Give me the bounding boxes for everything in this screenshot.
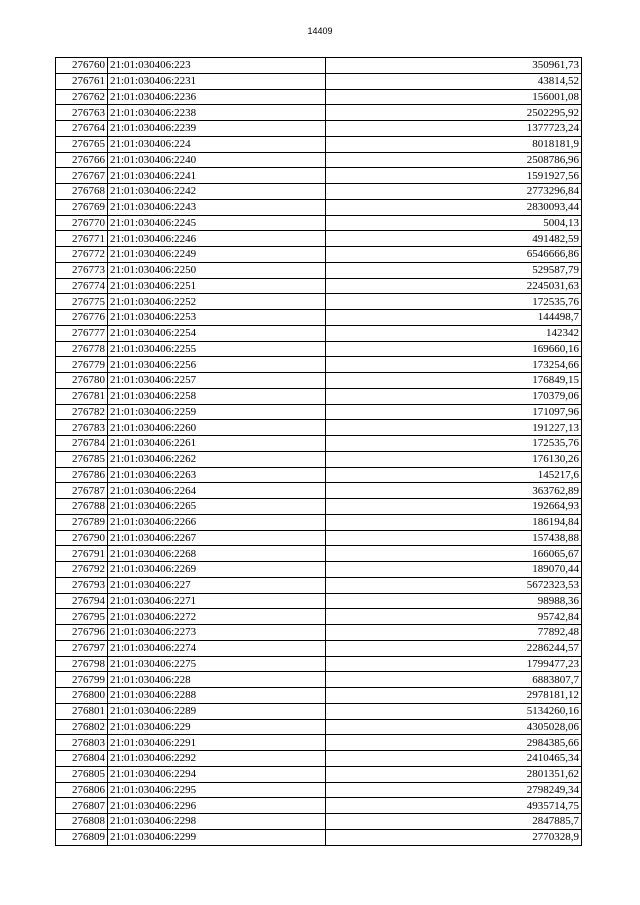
table-row bbox=[56, 451, 582, 467]
cadastral-number-cell: 21:01:030406:2249 bbox=[108, 247, 326, 263]
cadastral-value-cell: 98988,36 bbox=[326, 593, 582, 609]
cadastral-number-cell: 21:01:030406:2275 bbox=[108, 656, 326, 672]
row-number-cell: 276763 bbox=[56, 105, 108, 121]
cadastral-number-cell: 21:01:030406:2295 bbox=[108, 782, 326, 798]
table-row bbox=[56, 278, 582, 294]
cadastral-number-cell: 21:01:030406:2296 bbox=[108, 798, 326, 814]
row-number-cell: 276790 bbox=[56, 530, 108, 546]
table-row bbox=[56, 467, 582, 483]
cadastral-value-cell: 529587,79 bbox=[326, 262, 582, 278]
row-number-cell: 276785 bbox=[56, 451, 108, 467]
cadastral-number-cell: 21:01:030406:2292 bbox=[108, 751, 326, 767]
row-number-cell: 276760 bbox=[56, 58, 108, 74]
cadastral-value-cell: 2245031,63 bbox=[326, 278, 582, 294]
row-number-cell: 276801 bbox=[56, 703, 108, 719]
row-number-cell: 276769 bbox=[56, 199, 108, 215]
cadastral-value-cell: 191227,13 bbox=[326, 420, 582, 436]
cadastral-number-cell: 21:01:030406:2254 bbox=[108, 325, 326, 341]
table-row bbox=[56, 310, 582, 326]
cadastral-value-cell: 2830093,44 bbox=[326, 199, 582, 215]
table-row bbox=[56, 73, 582, 89]
cadastral-value-cell: 4305028,06 bbox=[326, 719, 582, 735]
row-number-cell: 276770 bbox=[56, 215, 108, 231]
page-number: 14409 bbox=[307, 26, 333, 36]
cadastral-number-cell: 21:01:030406:2257 bbox=[108, 373, 326, 389]
table-row bbox=[56, 373, 582, 389]
cadastral-number-cell: 21:01:030406:2245 bbox=[108, 215, 326, 231]
row-number-cell: 276787 bbox=[56, 483, 108, 499]
row-number-cell: 276773 bbox=[56, 262, 108, 278]
table-row bbox=[56, 215, 582, 231]
row-number-cell: 276808 bbox=[56, 814, 108, 830]
cadastral-number-cell: 21:01:030406:228 bbox=[108, 672, 326, 688]
cadastral-value-cell: 5672323,53 bbox=[326, 577, 582, 593]
row-number-cell: 276795 bbox=[56, 609, 108, 625]
cadastral-value-cell: 166065,67 bbox=[326, 546, 582, 562]
cadastral-number-cell: 21:01:030406:2298 bbox=[108, 814, 326, 830]
table-row bbox=[56, 58, 582, 74]
cadastral-value-cell: 2773296,84 bbox=[326, 184, 582, 200]
cadastral-number-cell: 21:01:030406:2261 bbox=[108, 436, 326, 452]
table-row bbox=[56, 105, 582, 121]
cadastral-value-cell: 2978181,12 bbox=[326, 688, 582, 704]
registry-table-body bbox=[56, 58, 582, 846]
registry-table bbox=[55, 57, 582, 846]
cadastral-value-cell: 144498,7 bbox=[326, 310, 582, 326]
row-number-cell: 276766 bbox=[56, 152, 108, 168]
row-number-cell: 276762 bbox=[56, 89, 108, 105]
cadastral-number-cell: 21:01:030406:2299 bbox=[108, 829, 326, 845]
cadastral-value-cell: 172535,76 bbox=[326, 436, 582, 452]
table-row bbox=[56, 341, 582, 357]
cadastral-number-cell: 21:01:030406:2264 bbox=[108, 483, 326, 499]
table-row bbox=[56, 89, 582, 105]
row-number-cell: 276803 bbox=[56, 735, 108, 751]
cadastral-value-cell: 6546666,86 bbox=[326, 247, 582, 263]
table-row bbox=[56, 262, 582, 278]
cadastral-number-cell: 21:01:030406:2242 bbox=[108, 184, 326, 200]
cadastral-value-cell: 2798249,34 bbox=[326, 782, 582, 798]
cadastral-value-cell: 173254,66 bbox=[326, 357, 582, 373]
table-row bbox=[56, 152, 582, 168]
cadastral-value-cell: 491482,59 bbox=[326, 231, 582, 247]
row-number-cell: 276782 bbox=[56, 404, 108, 420]
cadastral-value-cell: 192664,93 bbox=[326, 499, 582, 515]
table-row bbox=[56, 483, 582, 499]
table-row bbox=[56, 735, 582, 751]
cadastral-number-cell: 21:01:030406:2267 bbox=[108, 530, 326, 546]
row-number-cell: 276806 bbox=[56, 782, 108, 798]
table-row bbox=[56, 798, 582, 814]
cadastral-value-cell: 2508786,96 bbox=[326, 152, 582, 168]
row-number-cell: 276804 bbox=[56, 751, 108, 767]
table-row bbox=[56, 625, 582, 641]
table-row bbox=[56, 719, 582, 735]
cadastral-value-cell: 186194,84 bbox=[326, 514, 582, 530]
row-number-cell: 276768 bbox=[56, 184, 108, 200]
cadastral-number-cell: 21:01:030406:2259 bbox=[108, 404, 326, 420]
cadastral-value-cell: 77892,48 bbox=[326, 625, 582, 641]
row-number-cell: 276781 bbox=[56, 388, 108, 404]
table-row bbox=[56, 436, 582, 452]
cadastral-number-cell: 21:01:030406:224 bbox=[108, 136, 326, 152]
cadastral-number-cell: 21:01:030406:2252 bbox=[108, 294, 326, 310]
table-row bbox=[56, 703, 582, 719]
table-row bbox=[56, 247, 582, 263]
cadastral-number-cell: 21:01:030406:2269 bbox=[108, 562, 326, 578]
cadastral-value-cell: 169660,16 bbox=[326, 341, 582, 357]
row-number-cell: 276765 bbox=[56, 136, 108, 152]
table-row bbox=[56, 420, 582, 436]
table-row bbox=[56, 640, 582, 656]
cadastral-value-cell: 1377723,24 bbox=[326, 121, 582, 137]
cadastral-number-cell: 21:01:030406:2266 bbox=[108, 514, 326, 530]
table-row bbox=[56, 814, 582, 830]
cadastral-number-cell: 21:01:030406:2256 bbox=[108, 357, 326, 373]
cadastral-value-cell: 8018181,9 bbox=[326, 136, 582, 152]
table-row bbox=[56, 388, 582, 404]
row-number-cell: 276792 bbox=[56, 562, 108, 578]
cadastral-value-cell: 95742,84 bbox=[326, 609, 582, 625]
cadastral-value-cell: 172535,76 bbox=[326, 294, 582, 310]
row-number-cell: 276799 bbox=[56, 672, 108, 688]
row-number-cell: 276767 bbox=[56, 168, 108, 184]
row-number-cell: 276809 bbox=[56, 829, 108, 845]
row-number-cell: 276807 bbox=[56, 798, 108, 814]
cadastral-value-cell: 189070,44 bbox=[326, 562, 582, 578]
cadastral-number-cell: 21:01:030406:2294 bbox=[108, 766, 326, 782]
table-row bbox=[56, 231, 582, 247]
cadastral-value-cell: 170379,06 bbox=[326, 388, 582, 404]
table-row bbox=[56, 514, 582, 530]
row-number-cell: 276797 bbox=[56, 640, 108, 656]
cadastral-value-cell: 157438,88 bbox=[326, 530, 582, 546]
cadastral-number-cell: 21:01:030406:2253 bbox=[108, 310, 326, 326]
row-number-cell: 276779 bbox=[56, 357, 108, 373]
cadastral-number-cell: 21:01:030406:2231 bbox=[108, 73, 326, 89]
table-row bbox=[56, 325, 582, 341]
table-row bbox=[56, 672, 582, 688]
row-number-cell: 276777 bbox=[56, 325, 108, 341]
row-number-cell: 276764 bbox=[56, 121, 108, 137]
cadastral-number-cell: 21:01:030406:2263 bbox=[108, 467, 326, 483]
cadastral-number-cell: 21:01:030406:2236 bbox=[108, 89, 326, 105]
row-number-cell: 276788 bbox=[56, 499, 108, 515]
row-number-cell: 276794 bbox=[56, 593, 108, 609]
table-row bbox=[56, 136, 582, 152]
row-number-cell: 276805 bbox=[56, 766, 108, 782]
cadastral-number-cell: 21:01:030406:2291 bbox=[108, 735, 326, 751]
table-row bbox=[56, 357, 582, 373]
cadastral-value-cell: 145217,6 bbox=[326, 467, 582, 483]
cadastral-value-cell: 5004,13 bbox=[326, 215, 582, 231]
row-number-cell: 276793 bbox=[56, 577, 108, 593]
cadastral-value-cell: 2502295,92 bbox=[326, 105, 582, 121]
row-number-cell: 276784 bbox=[56, 436, 108, 452]
row-number-cell: 276780 bbox=[56, 373, 108, 389]
cadastral-number-cell: 21:01:030406:2273 bbox=[108, 625, 326, 641]
cadastral-number-cell: 21:01:030406:2240 bbox=[108, 152, 326, 168]
cadastral-value-cell: 156001,08 bbox=[326, 89, 582, 105]
table-row bbox=[56, 121, 582, 137]
table-row bbox=[56, 199, 582, 215]
cadastral-value-cell: 171097,96 bbox=[326, 404, 582, 420]
table-row bbox=[56, 609, 582, 625]
cadastral-value-cell: 2286244,57 bbox=[326, 640, 582, 656]
table-row bbox=[56, 294, 582, 310]
table-row bbox=[56, 829, 582, 845]
cadastral-value-cell: 2801351,62 bbox=[326, 766, 582, 782]
cadastral-number-cell: 21:01:030406:2260 bbox=[108, 420, 326, 436]
table-row bbox=[56, 184, 582, 200]
cadastral-number-cell: 21:01:030406:2271 bbox=[108, 593, 326, 609]
cadastral-value-cell: 2410465,34 bbox=[326, 751, 582, 767]
row-number-cell: 276774 bbox=[56, 278, 108, 294]
table-row bbox=[56, 546, 582, 562]
cadastral-value-cell: 142342 bbox=[326, 325, 582, 341]
cadastral-value-cell: 176130,26 bbox=[326, 451, 582, 467]
row-number-cell: 276786 bbox=[56, 467, 108, 483]
cadastral-number-cell: 21:01:030406:2251 bbox=[108, 278, 326, 294]
cadastral-number-cell: 21:01:030406:2272 bbox=[108, 609, 326, 625]
cadastral-value-cell: 363762,89 bbox=[326, 483, 582, 499]
cadastral-number-cell: 21:01:030406:2268 bbox=[108, 546, 326, 562]
table-row bbox=[56, 656, 582, 672]
row-number-cell: 276791 bbox=[56, 546, 108, 562]
table-row bbox=[56, 168, 582, 184]
cadastral-number-cell: 21:01:030406:2250 bbox=[108, 262, 326, 278]
cadastral-number-cell: 21:01:030406:2241 bbox=[108, 168, 326, 184]
table-row bbox=[56, 530, 582, 546]
cadastral-number-cell: 21:01:030406:2258 bbox=[108, 388, 326, 404]
row-number-cell: 276783 bbox=[56, 420, 108, 436]
table-row bbox=[56, 562, 582, 578]
table-row bbox=[56, 577, 582, 593]
row-number-cell: 276776 bbox=[56, 310, 108, 326]
cadastral-number-cell: 21:01:030406:2288 bbox=[108, 688, 326, 704]
cadastral-number-cell: 21:01:030406:2289 bbox=[108, 703, 326, 719]
row-number-cell: 276772 bbox=[56, 247, 108, 263]
row-number-cell: 276798 bbox=[56, 656, 108, 672]
cadastral-value-cell: 5134260,16 bbox=[326, 703, 582, 719]
table-row bbox=[56, 782, 582, 798]
cadastral-number-cell: 21:01:030406:2238 bbox=[108, 105, 326, 121]
cadastral-value-cell: 2847885,7 bbox=[326, 814, 582, 830]
cadastral-value-cell: 4935714,75 bbox=[326, 798, 582, 814]
row-number-cell: 276796 bbox=[56, 625, 108, 641]
row-number-cell: 276800 bbox=[56, 688, 108, 704]
row-number-cell: 276775 bbox=[56, 294, 108, 310]
row-number-cell: 276789 bbox=[56, 514, 108, 530]
cadastral-number-cell: 21:01:030406:2243 bbox=[108, 199, 326, 215]
cadastral-value-cell: 1591927,56 bbox=[326, 168, 582, 184]
cadastral-value-cell: 2984385,66 bbox=[326, 735, 582, 751]
table-row bbox=[56, 404, 582, 420]
cadastral-value-cell: 350961,73 bbox=[326, 58, 582, 74]
cadastral-value-cell: 43814,52 bbox=[326, 73, 582, 89]
cadastral-number-cell: 21:01:030406:229 bbox=[108, 719, 326, 735]
table-row bbox=[56, 751, 582, 767]
cadastral-number-cell: 21:01:030406:223 bbox=[108, 58, 326, 74]
cadastral-value-cell: 6883807,7 bbox=[326, 672, 582, 688]
cadastral-value-cell: 1799477,23 bbox=[326, 656, 582, 672]
cadastral-number-cell: 21:01:030406:2274 bbox=[108, 640, 326, 656]
row-number-cell: 276771 bbox=[56, 231, 108, 247]
row-number-cell: 276802 bbox=[56, 719, 108, 735]
table-row bbox=[56, 688, 582, 704]
table-row bbox=[56, 593, 582, 609]
cadastral-number-cell: 21:01:030406:2239 bbox=[108, 121, 326, 137]
row-number-cell: 276778 bbox=[56, 341, 108, 357]
cadastral-value-cell: 176849,15 bbox=[326, 373, 582, 389]
cadastral-number-cell: 21:01:030406:2246 bbox=[108, 231, 326, 247]
row-number-cell: 276761 bbox=[56, 73, 108, 89]
cadastral-number-cell: 21:01:030406:2262 bbox=[108, 451, 326, 467]
cadastral-number-cell: 21:01:030406:227 bbox=[108, 577, 326, 593]
cadastral-value-cell: 2770328,9 bbox=[326, 829, 582, 845]
table-row bbox=[56, 499, 582, 515]
table-row bbox=[56, 766, 582, 782]
cadastral-number-cell: 21:01:030406:2255 bbox=[108, 341, 326, 357]
cadastral-number-cell: 21:01:030406:2265 bbox=[108, 499, 326, 515]
